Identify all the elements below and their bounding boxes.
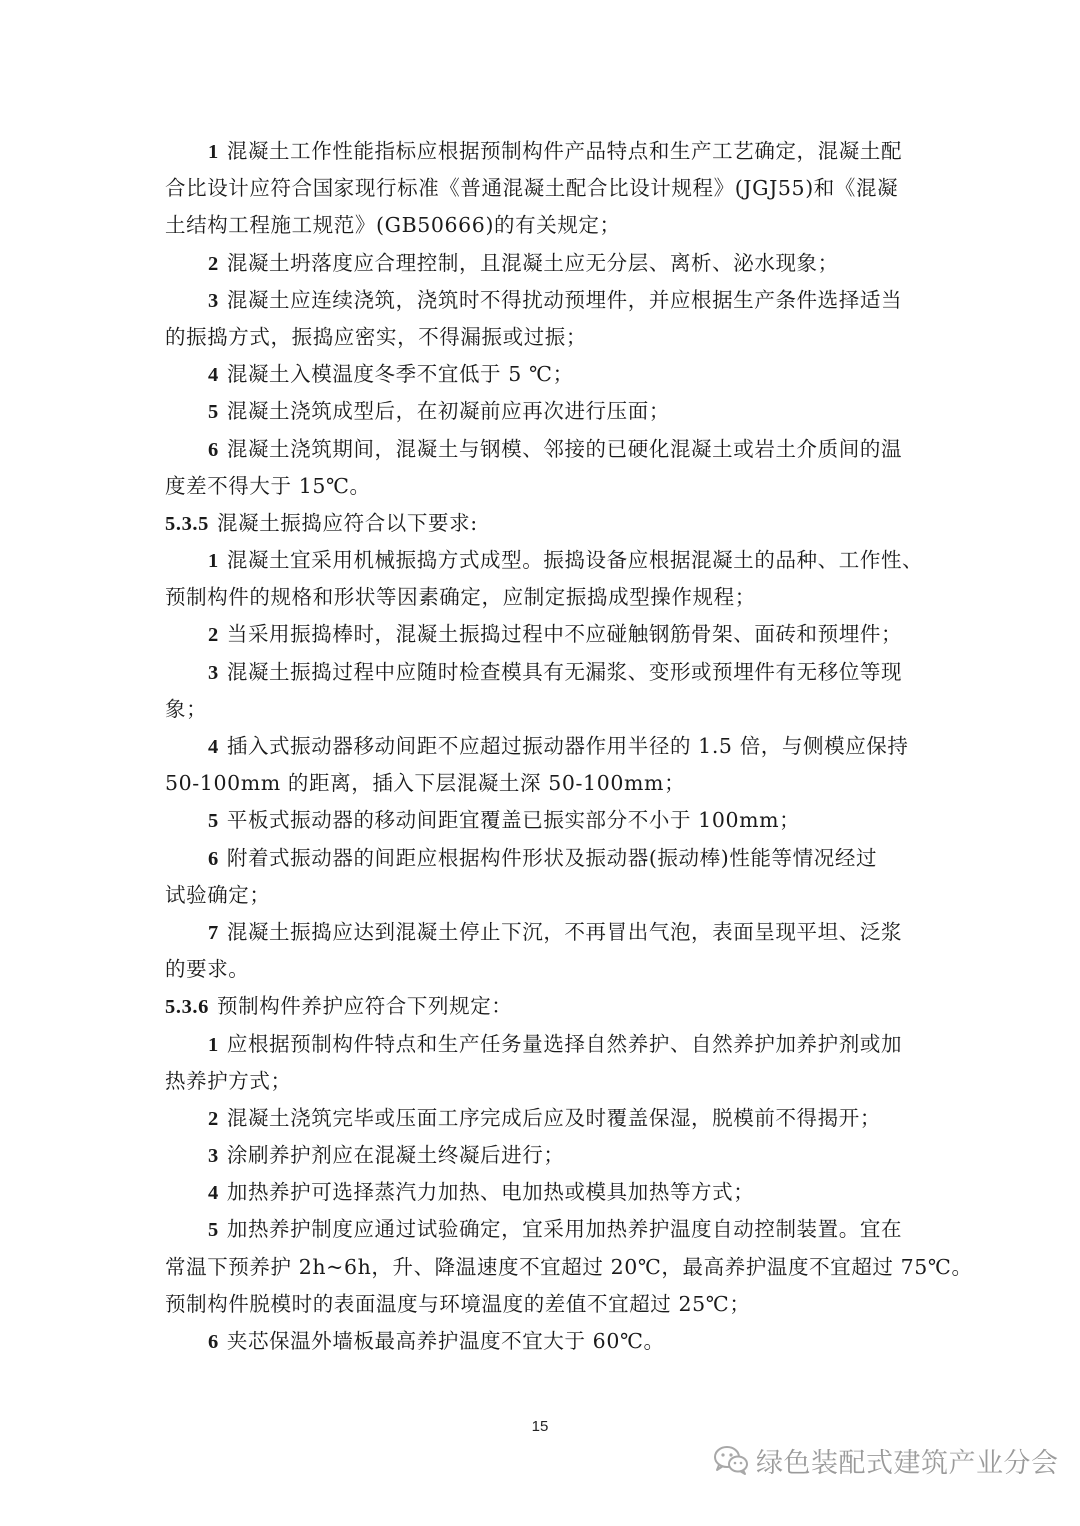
line-text: 试验确定；	[165, 882, 271, 907]
line-text: 插入式振动器移动间距不应超过振动器作用半径的 1.5 倍，与侧模应保持	[226, 734, 909, 758]
list-item	[165, 282, 917, 319]
line-text: 加热养护可选择蒸汽力加热、电加热或模具加热等方式；	[226, 1180, 755, 1205]
list-item	[165, 654, 917, 691]
list-item	[165, 356, 917, 393]
line-text: 涂刷养护剂应在混凝土终凝后进行；	[226, 1143, 565, 1168]
line-text: 预制构件养护应符合下列规定：	[217, 994, 513, 1019]
page-number: 15	[531, 1418, 549, 1435]
item-number: 6	[208, 1331, 219, 1353]
item-number: 3	[208, 289, 219, 312]
text-line	[165, 877, 917, 914]
line-text: 混凝土振捣应符合以下要求:	[217, 510, 478, 535]
list-item	[165, 542, 924, 579]
item-number: 5	[208, 401, 219, 424]
line-text: 混凝土坍落度应合理控制，且混凝土应无分层、离析、泌水现象；	[226, 250, 839, 275]
item-number: 1	[208, 1033, 219, 1056]
list-item	[165, 245, 917, 282]
section-heading	[165, 988, 917, 1025]
text-line	[165, 765, 917, 802]
item-number: 6	[208, 847, 219, 870]
line-text: 夹芯保温外墙板最高养护温度不宜大于 60℃。	[226, 1329, 665, 1353]
item-number: 4	[208, 1182, 219, 1205]
text-line	[165, 468, 917, 505]
line-text: 混凝土应连续浇筑，浇筑时不得扰动预埋件，并应根据生产条件选择适当	[226, 287, 903, 312]
line-text: 混凝土浇筑完毕或压面工序完成后应及时覆盖保湿，脱模前不得揭开；	[226, 1105, 881, 1130]
item-number: 2	[208, 624, 219, 647]
line-text: 混凝土振捣过程中应随时检查模具有无漏浆、变形或预埋件有无移位等现	[226, 659, 903, 684]
line-text: 当采用振捣棒时，混凝土振捣过程中不应碰触钢筋骨架、面砖和预埋件；	[226, 622, 903, 647]
line-text: 混凝土工作性能指标应根据预制构件产品特点和生产工艺确定，混凝土配	[226, 139, 903, 163]
list-item	[165, 1026, 917, 1063]
line-text: 加热养护制度应通过试验确定，宜采用加热养护温度自动控制装置。宜在	[226, 1217, 903, 1242]
list-item	[165, 133, 917, 170]
list-item	[165, 728, 917, 765]
line-text: 应根据预制构件特点和生产任务量选择自然养护、自然养护加养护剂或加	[226, 1031, 903, 1056]
line-text: 热养护方式；	[165, 1068, 292, 1093]
line-text: 混凝土宜采用机械振捣方式成型。振捣设备应根据混凝土的品种、工作性、	[226, 548, 924, 573]
line-text: 预制构件脱模时的表面温度与环境温度的差值不宜超过 25℃；	[165, 1291, 751, 1316]
list-item	[165, 616, 917, 653]
text-line	[165, 691, 917, 728]
item-number: 5	[208, 810, 219, 833]
watermark	[712, 1440, 1059, 1480]
item-number: 4	[208, 364, 219, 387]
line-text: 的要求。	[165, 957, 250, 982]
list-item	[165, 1137, 917, 1174]
line-text: 平板式振动器的移动间距宜覆盖已振实部分不小于 100mm；	[226, 808, 801, 833]
list-item	[165, 393, 917, 430]
item-number: 7	[208, 921, 219, 944]
text-line	[165, 207, 917, 244]
list-item	[165, 914, 917, 951]
section-number: 5.3.5	[165, 512, 209, 535]
item-number: 3	[208, 1145, 219, 1168]
text-line	[165, 170, 917, 207]
line-text: 混凝土振捣应达到混凝土停止下沉，不再冒出气泡，表面呈现平坦、泛浆	[226, 919, 903, 944]
line-text: 的振捣方式，振捣应密实，不得漏振或过振；	[165, 324, 587, 349]
item-number: 3	[208, 661, 219, 684]
list-item	[165, 1323, 917, 1360]
item-number: 2	[208, 1107, 219, 1130]
text-line	[165, 1249, 973, 1286]
text-line	[165, 1063, 917, 1100]
line-text: 混凝土入模温度冬季不宜低于 5 ℃；	[226, 362, 574, 387]
item-number: 4	[208, 736, 219, 758]
section-heading	[165, 505, 917, 542]
list-item	[165, 840, 917, 877]
line-text: 预制构件的规格和形状等因素确定，应制定振捣成型操作规程；	[165, 585, 756, 610]
wechat-icon	[712, 1444, 750, 1476]
item-number: 1	[208, 550, 219, 573]
line-text: 50-100mm 的距离，插入下层混凝土深 50-100mm；	[165, 771, 686, 796]
item-number: 2	[208, 252, 219, 275]
list-item	[165, 1100, 917, 1137]
item-number: 6	[208, 438, 219, 461]
line-text: 合比设计应符合国家现行标准《普通混凝土配合比设计规程》(JGJ55)和《混凝	[165, 176, 899, 201]
text-line	[165, 579, 917, 616]
line-text: 常温下预养护 2h~6h，升、降温速度不宜超过 20℃，最高养护温度不宜超过 75℃。	[165, 1254, 973, 1279]
item-number: 1	[208, 141, 219, 163]
section-number: 5.3.6	[165, 996, 209, 1019]
line-text: 混凝土浇筑期间，混凝土与钢模、邻接的已硬化混凝土或岩土介质间的温	[226, 436, 903, 461]
line-text: 度差不得大于 15℃。	[165, 473, 371, 498]
document-body	[165, 133, 973, 1360]
list-item	[165, 802, 917, 839]
line-text: 附着式振动器的间距应根据构件形状及振动器(振动棒)性能等情况经过	[226, 845, 878, 870]
text-line	[165, 319, 917, 356]
list-item	[165, 431, 917, 468]
list-item	[165, 1211, 917, 1248]
item-number: 5	[208, 1219, 219, 1242]
line-text: 象；	[165, 696, 208, 721]
text-line	[165, 951, 917, 988]
text-line	[165, 1286, 917, 1323]
line-text: 土结构工程施工规范》(GB50666)的有关规定；	[165, 213, 621, 238]
watermark-text: 绿色装配式建筑产业分会	[756, 1447, 1059, 1479]
list-item	[165, 1174, 917, 1211]
line-text: 混凝土浇筑成型后，在初凝前应再次进行压面；	[226, 399, 670, 424]
